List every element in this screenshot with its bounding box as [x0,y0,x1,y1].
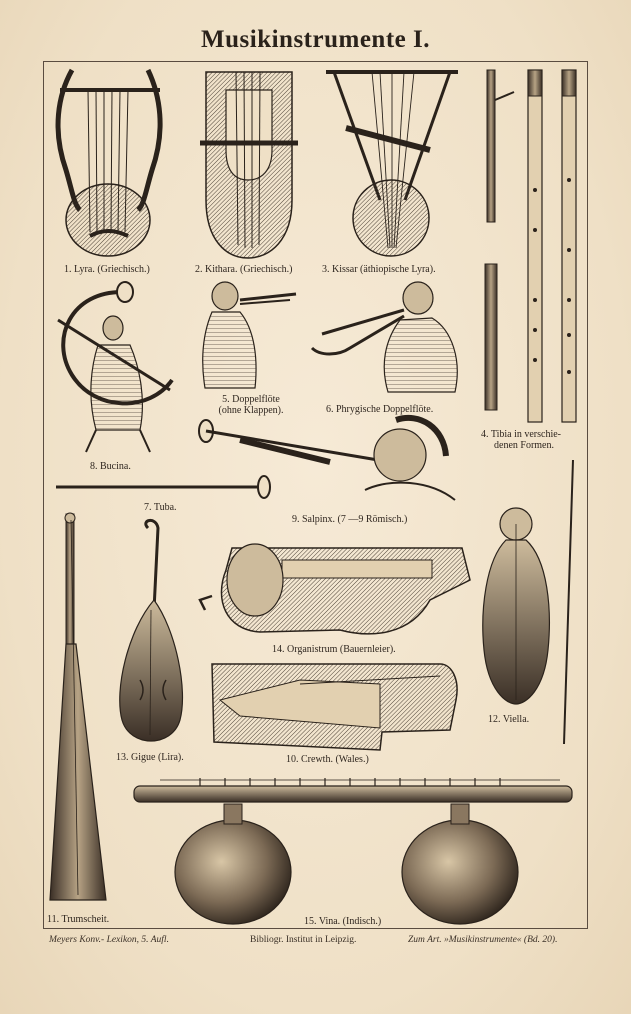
crewth-illustration [212,664,457,750]
bucina-illustration [58,282,172,452]
caption-tibia-line2: denen Formen. [494,440,554,451]
caption-kissar: 3. Kissar (äthiopische Lyra). [322,264,436,275]
caption-lyra: 1. Lyra. (Griechisch.) [64,264,150,275]
doppelfloete-illustration [203,282,296,388]
caption-gigue: 13. Gigue (Lira). [116,752,184,763]
caption-trumscheit: 11. Trumscheit. [47,914,110,925]
viella-illustration [483,460,573,744]
caption-kithara: 2. Kithara. (Griechisch.) [195,264,293,275]
plate-title: Musikinstrumente I. [201,26,430,53]
caption-doppelfloete-line2: (ohne Klappen). [218,405,284,416]
caption-doppelfloete-line1: 5. Doppelflöte [222,394,280,405]
phrygische-doppelfloete-illustration [312,282,457,392]
caption-phrygische-doppelfloete: 6. Phrygische Doppelflöte. [326,404,434,415]
caption-viella: 12. Viella. [488,714,530,725]
footer-right: Zum Art. »Musikinstrumente« (Bd. 20). [408,935,558,945]
kithara-illustration [200,72,298,258]
lyra-illustration [58,70,160,256]
trumscheit-illustration [50,513,106,900]
kissar-illustration [326,72,458,256]
footer-center: Bibliogr. Institut in Leipzig. [250,935,357,945]
footer-left: Meyers Konv.- Lexikon, 5. Aufl. [49,935,169,945]
caption-bucina: 8. Bucina. [90,461,131,472]
caption-tuba: 7. Tuba. [144,502,177,513]
caption-crewth: 10. Crewth. (Wales.) [286,754,369,765]
caption-vina: 15. Vina. (Indisch.) [304,916,382,927]
vina-illustration [134,778,572,924]
tuba-illustration [56,476,270,498]
caption-organistrum: 14. Organistrum (Bauernleier). [272,644,396,655]
organistrum-illustration [200,544,470,634]
gigue-illustration [120,520,183,741]
caption-salpinx: 9. Salpinx. (7 —9 Römisch.) [292,514,408,525]
caption-tibia-line1: 4. Tibia in verschie- [481,429,561,440]
tibia-illustration [485,70,576,422]
